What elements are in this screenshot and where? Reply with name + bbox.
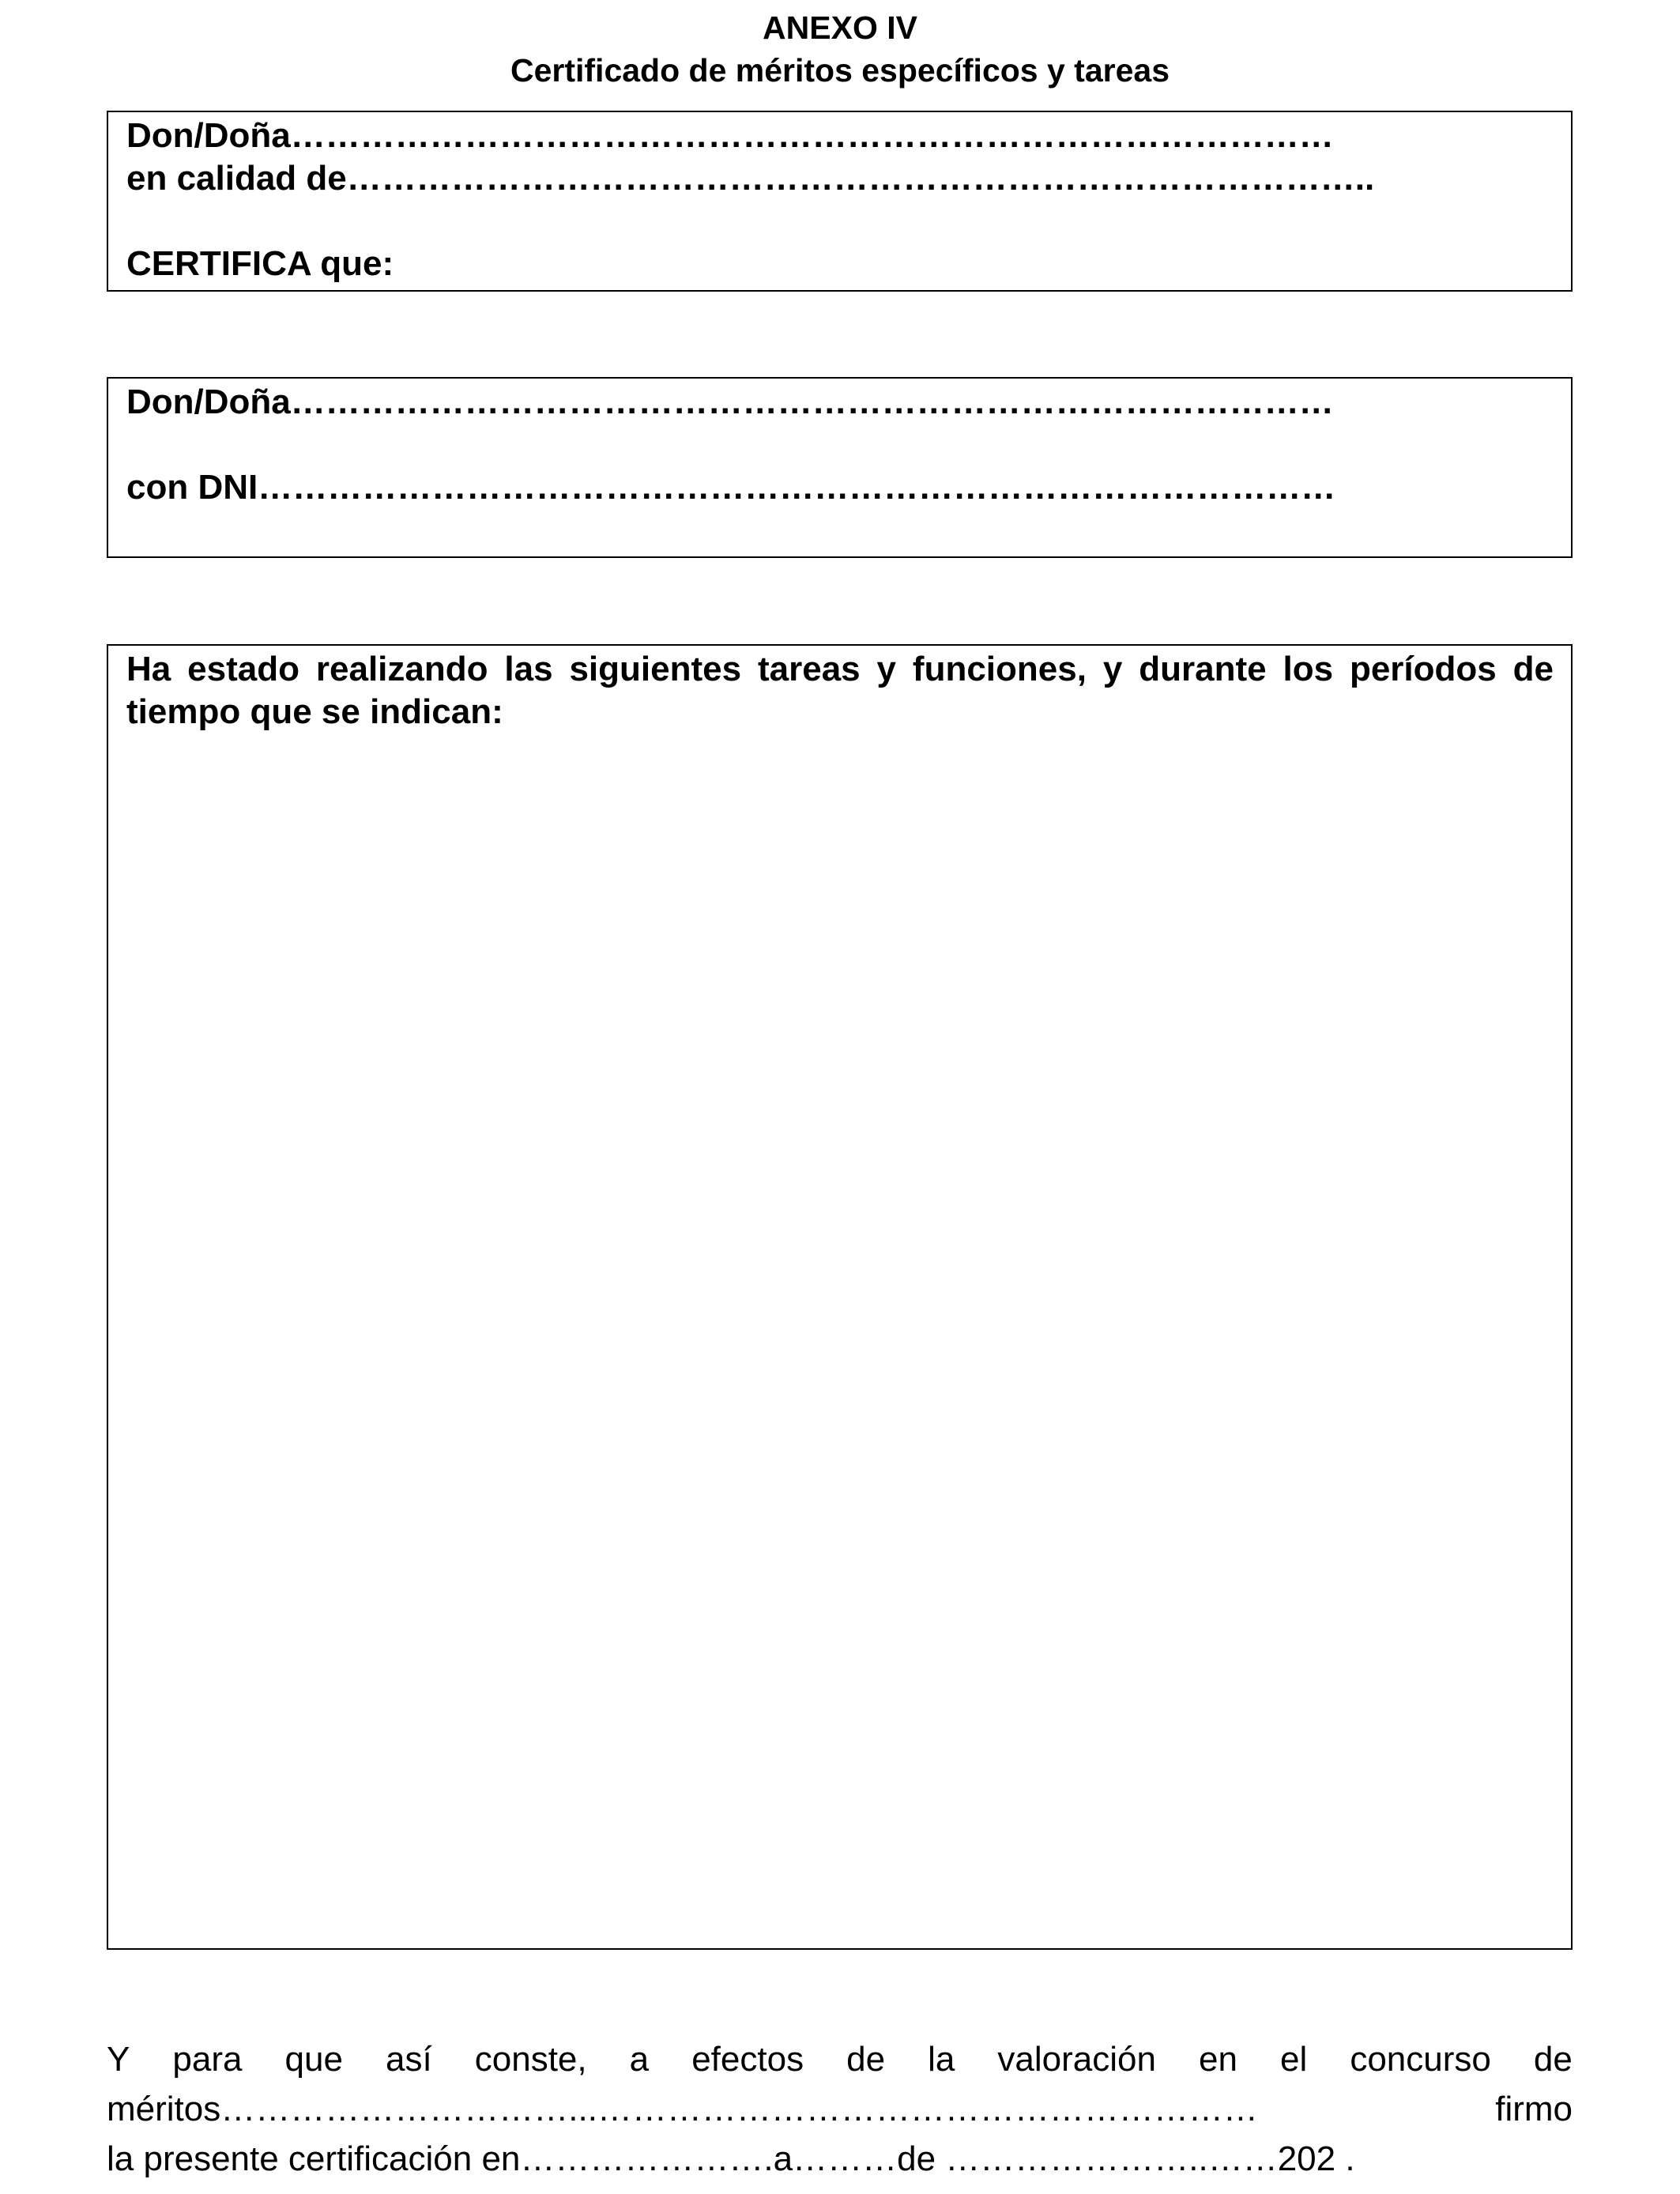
closing-word: de — [846, 2040, 886, 2079]
spacer — [126, 200, 1554, 243]
certifies-label: CERTIFICA que: — [126, 244, 394, 283]
employee-dni-field[interactable]: con DNI………………………………………………………………………………… — [126, 468, 1336, 507]
closing-word: que — [284, 2040, 343, 2079]
closing-word: para — [172, 2040, 243, 2079]
closing-word: conste, — [474, 2040, 587, 2079]
tasks-box[interactable] — [107, 644, 1573, 1950]
employee-name-field[interactable]: Don/Doña……………………………………………………………………………… — [126, 383, 1334, 421]
annex-subtitle: Certificado de méritos específicos y tareas — [510, 52, 1170, 89]
certifier-name-field[interactable]: Don/Doña……………………………………………………………………………… — [126, 116, 1334, 155]
closing-word: en — [1199, 2040, 1237, 2079]
employee-box — [107, 377, 1573, 558]
document-header — [0, 6, 1680, 92]
closing-line-2 — [107, 2084, 1573, 2134]
closing-paragraph — [107, 2034, 1573, 2184]
closing-word: Y — [107, 2040, 130, 2079]
spacer — [126, 424, 1554, 466]
closing-word: valoración — [997, 2040, 1156, 2079]
sign-word: firmo — [1495, 2090, 1573, 2128]
closing-word: el — [1280, 2040, 1308, 2079]
tasks-statement: Ha estado realizando las siguientes tareas y funciones, y durante los períodos de tiempo que se indican: — [126, 650, 1554, 731]
closing-line-1 — [107, 2034, 1573, 2084]
closing-word: a — [629, 2040, 650, 2079]
closing-word: la — [928, 2040, 955, 2079]
annex-title: ANEXO IV — [763, 9, 917, 46]
closing-line-3[interactable]: la presente certificación en………………….a………de …………………..……202 . — [107, 2139, 1355, 2178]
certifier-box — [107, 111, 1573, 292]
certifier-role-field[interactable]: en calidad de…………………………………………………………………………….. — [126, 159, 1375, 198]
merits-field[interactable]: méritos…………………………...………………………………………………… — [107, 2090, 1258, 2128]
closing-word: de — [1533, 2040, 1573, 2079]
closing-word: así — [386, 2040, 432, 2079]
closing-word: efectos — [691, 2040, 804, 2079]
closing-word: concurso — [1350, 2040, 1491, 2079]
